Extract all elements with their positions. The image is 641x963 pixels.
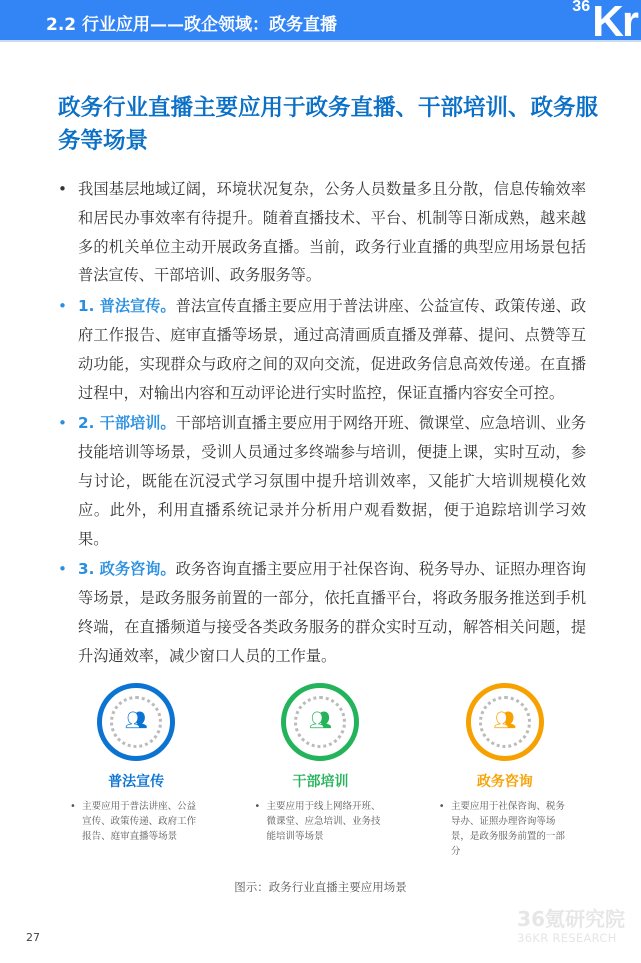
paragraph-heading: 3. 政务咨询。 [78,560,176,579]
paragraph-heading: 2. 干部培训。 [78,414,176,433]
section-title: 2.2 行业应用——政企领域：政务直播 [46,15,338,35]
scenario-item [413,683,597,859]
watermark: 36氪研究院 36KR RESEARCH [517,906,625,945]
bullet: • [438,800,445,812]
scenario-description [70,799,202,844]
scenario-label: 政务咨询 [476,773,533,790]
scenario-circle [97,683,175,761]
page-footer [0,903,641,963]
scenario-diagram [0,683,641,859]
paragraph-heading: 1. 普法宣传。 [78,297,176,316]
scenario-circle [281,683,359,761]
scenario-label: 干部培训 [292,773,349,790]
scenario-description-text: 主要应用于社保咨询、税务导办、证照办理咨询等场景，是政务服务前置的一部分 [450,800,565,857]
paragraph-ganbu [58,409,588,553]
people-icon: 👥︎ [124,709,148,731]
scenario-item [44,683,228,859]
scenario-circle [466,683,544,761]
bullet: • [58,180,67,198]
bullet: • [58,560,67,579]
section-header-bar [0,0,641,42]
paragraph-text: 干部培训直播主要应用于网络开班、微课堂、应急培训、业务技能培训等场景，受训人员通过多终端参与培训，便捷上课，实时互动，参与讨论，既能在沉浸式学习氛围中提升培训效率，又能扩大培训规模化效应。此外，利用直播系统记录并分析用户观看数据，便于追踪培训学习效果。 [78,414,587,548]
paragraph-text: 我国基层地域辽阔，环境状况复杂，公务人员数量多且分散，信息传输效率和居民办事效率有待提升。随着直播技术、平台、机制等日渐成熟，越来越多的机关单位主动开展政务直播。当前，政务行业直播的典型应用场景包括普法宣传、干部培训、政务服务等。 [78,180,586,285]
people-icon: 👥︎ [309,709,332,731]
scenario-description [254,799,386,844]
scenario-description [439,799,571,859]
paragraph-text: 普法宣传直播主要应用于普法讲座、公益宣传、政策传递、政府工作报告、庭审直播等场景，通过高清画质直播及弹幕、提问、点赞等互动功能，实现群众与政府之间的双向交流，促进政务信息高效传递。在直播过程中，对输出内容和互动评论进行实时监控，保证直播内容安全可控。 [78,297,587,402]
bullet: • [58,297,67,316]
paragraph-pufa [58,292,588,407]
main-content [0,42,641,671]
36kr-logo: 36 Kr [572,0,637,42]
page-title: 政务行业直播主要应用于政务直播、干部培训、政务服务等场景 [58,95,599,154]
scenario-description-text: 主要应用于线上网络开班、微课堂、应急培训、业务技能培训等场景 [266,800,381,842]
figure-caption: 图示：政务行业直播主要应用场景 [234,879,407,894]
bullet: • [70,800,76,812]
bullet: • [254,800,261,812]
scenario-description-text: 主要应用于普法讲座、公益宣传、政策传递、政府工作报告、庭审直播等场景 [82,800,197,842]
bullet: • [58,414,67,433]
scenario-label: 普法宣传 [108,773,165,790]
page-number: 27 [26,930,40,944]
paragraph-intro [58,175,588,290]
people-icon: 👥︎ [493,709,517,731]
paragraph-zixun [58,555,588,670]
paragraph-text: 政务咨询直播主要应用于社保咨询、税务导办、证照办理咨询等场景，是政务服务前置的一部分，依托直播平台，将政务服务推送到手机终端，在直播频道与接受各类政务服务的群众实时互动，解答相关问题，提升沟通效率，减少窗口人员的工作量。 [78,560,587,665]
scenario-item [228,683,412,859]
